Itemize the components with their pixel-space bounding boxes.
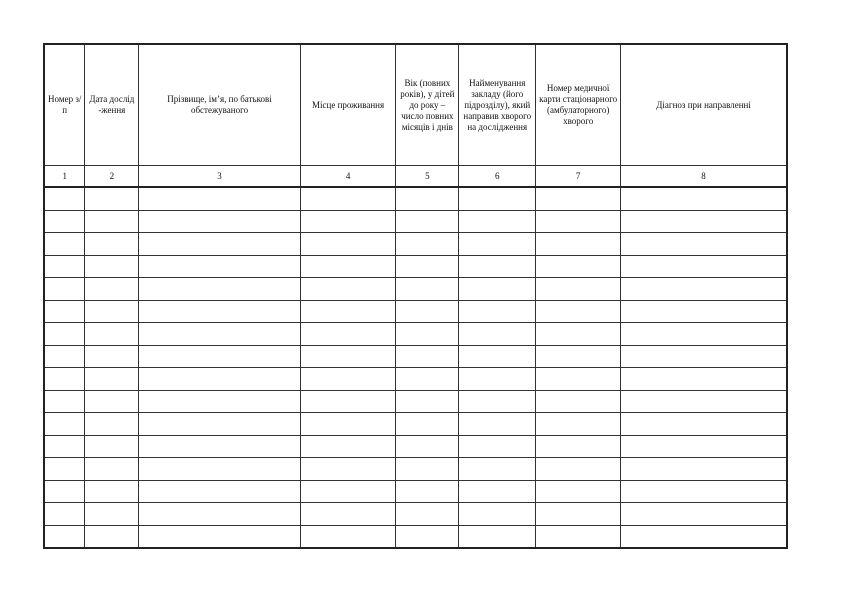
table-cell — [459, 300, 536, 323]
table-cell — [44, 435, 85, 458]
table-cell — [300, 233, 396, 256]
table-cell — [396, 233, 459, 256]
table-row — [44, 480, 787, 503]
table-row — [44, 458, 787, 481]
table-cell — [139, 413, 300, 436]
table-cell — [85, 413, 139, 436]
table-row — [44, 503, 787, 526]
table-cell — [536, 480, 621, 503]
table-cell — [396, 458, 459, 481]
table-cell — [44, 503, 85, 526]
table-cell — [459, 368, 536, 391]
table-cell — [536, 503, 621, 526]
column-number: 8 — [621, 166, 787, 188]
table-cell — [621, 480, 787, 503]
table-cell — [536, 255, 621, 278]
table-cell — [44, 255, 85, 278]
table-cell — [139, 187, 300, 210]
table-cell — [621, 233, 787, 256]
table-cell — [139, 480, 300, 503]
header-row — [44, 44, 787, 166]
table-cell — [44, 233, 85, 256]
header-cell-number: Номер з/п — [44, 44, 85, 166]
table-cell — [396, 278, 459, 301]
table-cell — [139, 323, 300, 346]
table-row — [44, 255, 787, 278]
table-cell — [85, 278, 139, 301]
table-cell — [85, 210, 139, 233]
table-cell — [536, 300, 621, 323]
column-number: 6 — [459, 166, 536, 188]
table-cell — [536, 345, 621, 368]
table-cell — [621, 323, 787, 346]
table-cell — [44, 345, 85, 368]
table-cell — [85, 368, 139, 391]
table-cell — [300, 458, 396, 481]
table-cell — [621, 413, 787, 436]
table-cell — [536, 187, 621, 210]
table-cell — [44, 480, 85, 503]
table-cell — [139, 233, 300, 256]
table-cell — [85, 525, 139, 548]
table-cell — [621, 390, 787, 413]
table-cell — [44, 413, 85, 436]
table-cell — [621, 503, 787, 526]
table-cell — [300, 210, 396, 233]
table-cell — [300, 390, 396, 413]
table-cell — [459, 233, 536, 256]
table-cell — [139, 210, 300, 233]
table-cell — [459, 435, 536, 458]
table-row — [44, 187, 787, 210]
table-cell — [459, 345, 536, 368]
table-cell — [536, 413, 621, 436]
column-number: 4 — [300, 166, 396, 188]
table-row — [44, 413, 787, 436]
table-cell — [85, 390, 139, 413]
table-cell — [300, 503, 396, 526]
register-table — [43, 43, 788, 549]
table-cell — [44, 390, 85, 413]
column-number: 2 — [85, 166, 139, 188]
table-cell — [300, 480, 396, 503]
table-cell — [139, 255, 300, 278]
table-cell — [396, 503, 459, 526]
table-cell — [85, 255, 139, 278]
table-cell — [459, 278, 536, 301]
table-cell — [459, 255, 536, 278]
header-cell-age: Вік (повних років), у дітей до року – число повних місяців і днів — [396, 44, 459, 166]
table-cell — [139, 345, 300, 368]
table-cell — [300, 278, 396, 301]
table-cell — [85, 300, 139, 323]
table-cell — [85, 233, 139, 256]
table-cell — [300, 345, 396, 368]
table-cell — [44, 458, 85, 481]
table-cell — [396, 390, 459, 413]
column-number: 1 — [44, 166, 85, 188]
table-cell — [621, 368, 787, 391]
table-cell — [536, 210, 621, 233]
table-cell — [139, 435, 300, 458]
table-cell — [459, 525, 536, 548]
table-cell — [396, 368, 459, 391]
table-cell — [300, 255, 396, 278]
table-cell — [139, 300, 300, 323]
column-number: 3 — [139, 166, 300, 188]
table-cell — [300, 187, 396, 210]
table-cell — [139, 390, 300, 413]
table-cell — [621, 255, 787, 278]
table-cell — [621, 458, 787, 481]
table-cell — [396, 525, 459, 548]
table-cell — [396, 435, 459, 458]
table-cell — [621, 435, 787, 458]
table-cell — [396, 300, 459, 323]
table-cell — [621, 187, 787, 210]
table-cell — [44, 323, 85, 346]
table-cell — [139, 368, 300, 391]
table-cell — [44, 278, 85, 301]
table-row — [44, 435, 787, 458]
table-cell — [396, 480, 459, 503]
table-cell — [300, 323, 396, 346]
table-cell — [139, 278, 300, 301]
table-row — [44, 300, 787, 323]
table-cell — [459, 480, 536, 503]
table-cell — [396, 345, 459, 368]
table-cell — [85, 187, 139, 210]
table-cell — [300, 525, 396, 548]
table-cell — [536, 323, 621, 346]
table-cell — [621, 345, 787, 368]
header-cell-medical-card-number: Номер медичної карти стаціонарного (амбулаторного) хворого — [536, 44, 621, 166]
table-row — [44, 233, 787, 256]
table-cell — [44, 525, 85, 548]
table-body — [44, 187, 787, 548]
table-cell — [536, 278, 621, 301]
table-cell — [85, 345, 139, 368]
table-cell — [139, 503, 300, 526]
table-cell — [459, 210, 536, 233]
column-number-row — [44, 166, 787, 188]
table-cell — [85, 323, 139, 346]
table-cell — [44, 368, 85, 391]
header-cell-date: Дата дослід -ження — [85, 44, 139, 166]
table-cell — [300, 300, 396, 323]
table-cell — [459, 458, 536, 481]
table-cell — [459, 323, 536, 346]
table-cell — [621, 300, 787, 323]
table-cell — [536, 368, 621, 391]
table-cell — [621, 278, 787, 301]
column-number: 5 — [396, 166, 459, 188]
table-cell — [396, 413, 459, 436]
table-cell — [300, 435, 396, 458]
table-cell — [85, 435, 139, 458]
table-cell — [621, 525, 787, 548]
table-cell — [396, 187, 459, 210]
table-cell — [536, 435, 621, 458]
table-cell — [44, 300, 85, 323]
table-cell — [459, 413, 536, 436]
column-number: 7 — [536, 166, 621, 188]
table-row — [44, 368, 787, 391]
table-cell — [85, 458, 139, 481]
table-cell — [396, 323, 459, 346]
table-cell — [536, 458, 621, 481]
table-row — [44, 345, 787, 368]
table-cell — [459, 187, 536, 210]
table-cell — [300, 413, 396, 436]
table-row — [44, 278, 787, 301]
table-cell — [536, 525, 621, 548]
table-cell — [44, 210, 85, 233]
table-cell — [44, 187, 85, 210]
table-cell — [459, 503, 536, 526]
table-cell — [139, 458, 300, 481]
table-cell — [300, 368, 396, 391]
table-cell — [396, 210, 459, 233]
table-cell — [621, 210, 787, 233]
table-cell — [85, 480, 139, 503]
table-cell — [536, 233, 621, 256]
header-cell-referring-institution: Найменування закладу (його підрозділу), який направив хворого на дослідження — [459, 44, 536, 166]
table-cell — [536, 390, 621, 413]
table-row — [44, 525, 787, 548]
header-cell-diagnosis: Діагноз при направленні — [621, 44, 787, 166]
table-cell — [396, 255, 459, 278]
table-cell — [459, 390, 536, 413]
table-row — [44, 210, 787, 233]
table-cell — [139, 525, 300, 548]
table-row — [44, 323, 787, 346]
header-cell-residence: Місце проживання — [300, 44, 396, 166]
table-row — [44, 390, 787, 413]
header-cell-full-name: Прізвище, ім’я, по батькові обстежуваного — [139, 44, 300, 166]
table-cell — [85, 503, 139, 526]
